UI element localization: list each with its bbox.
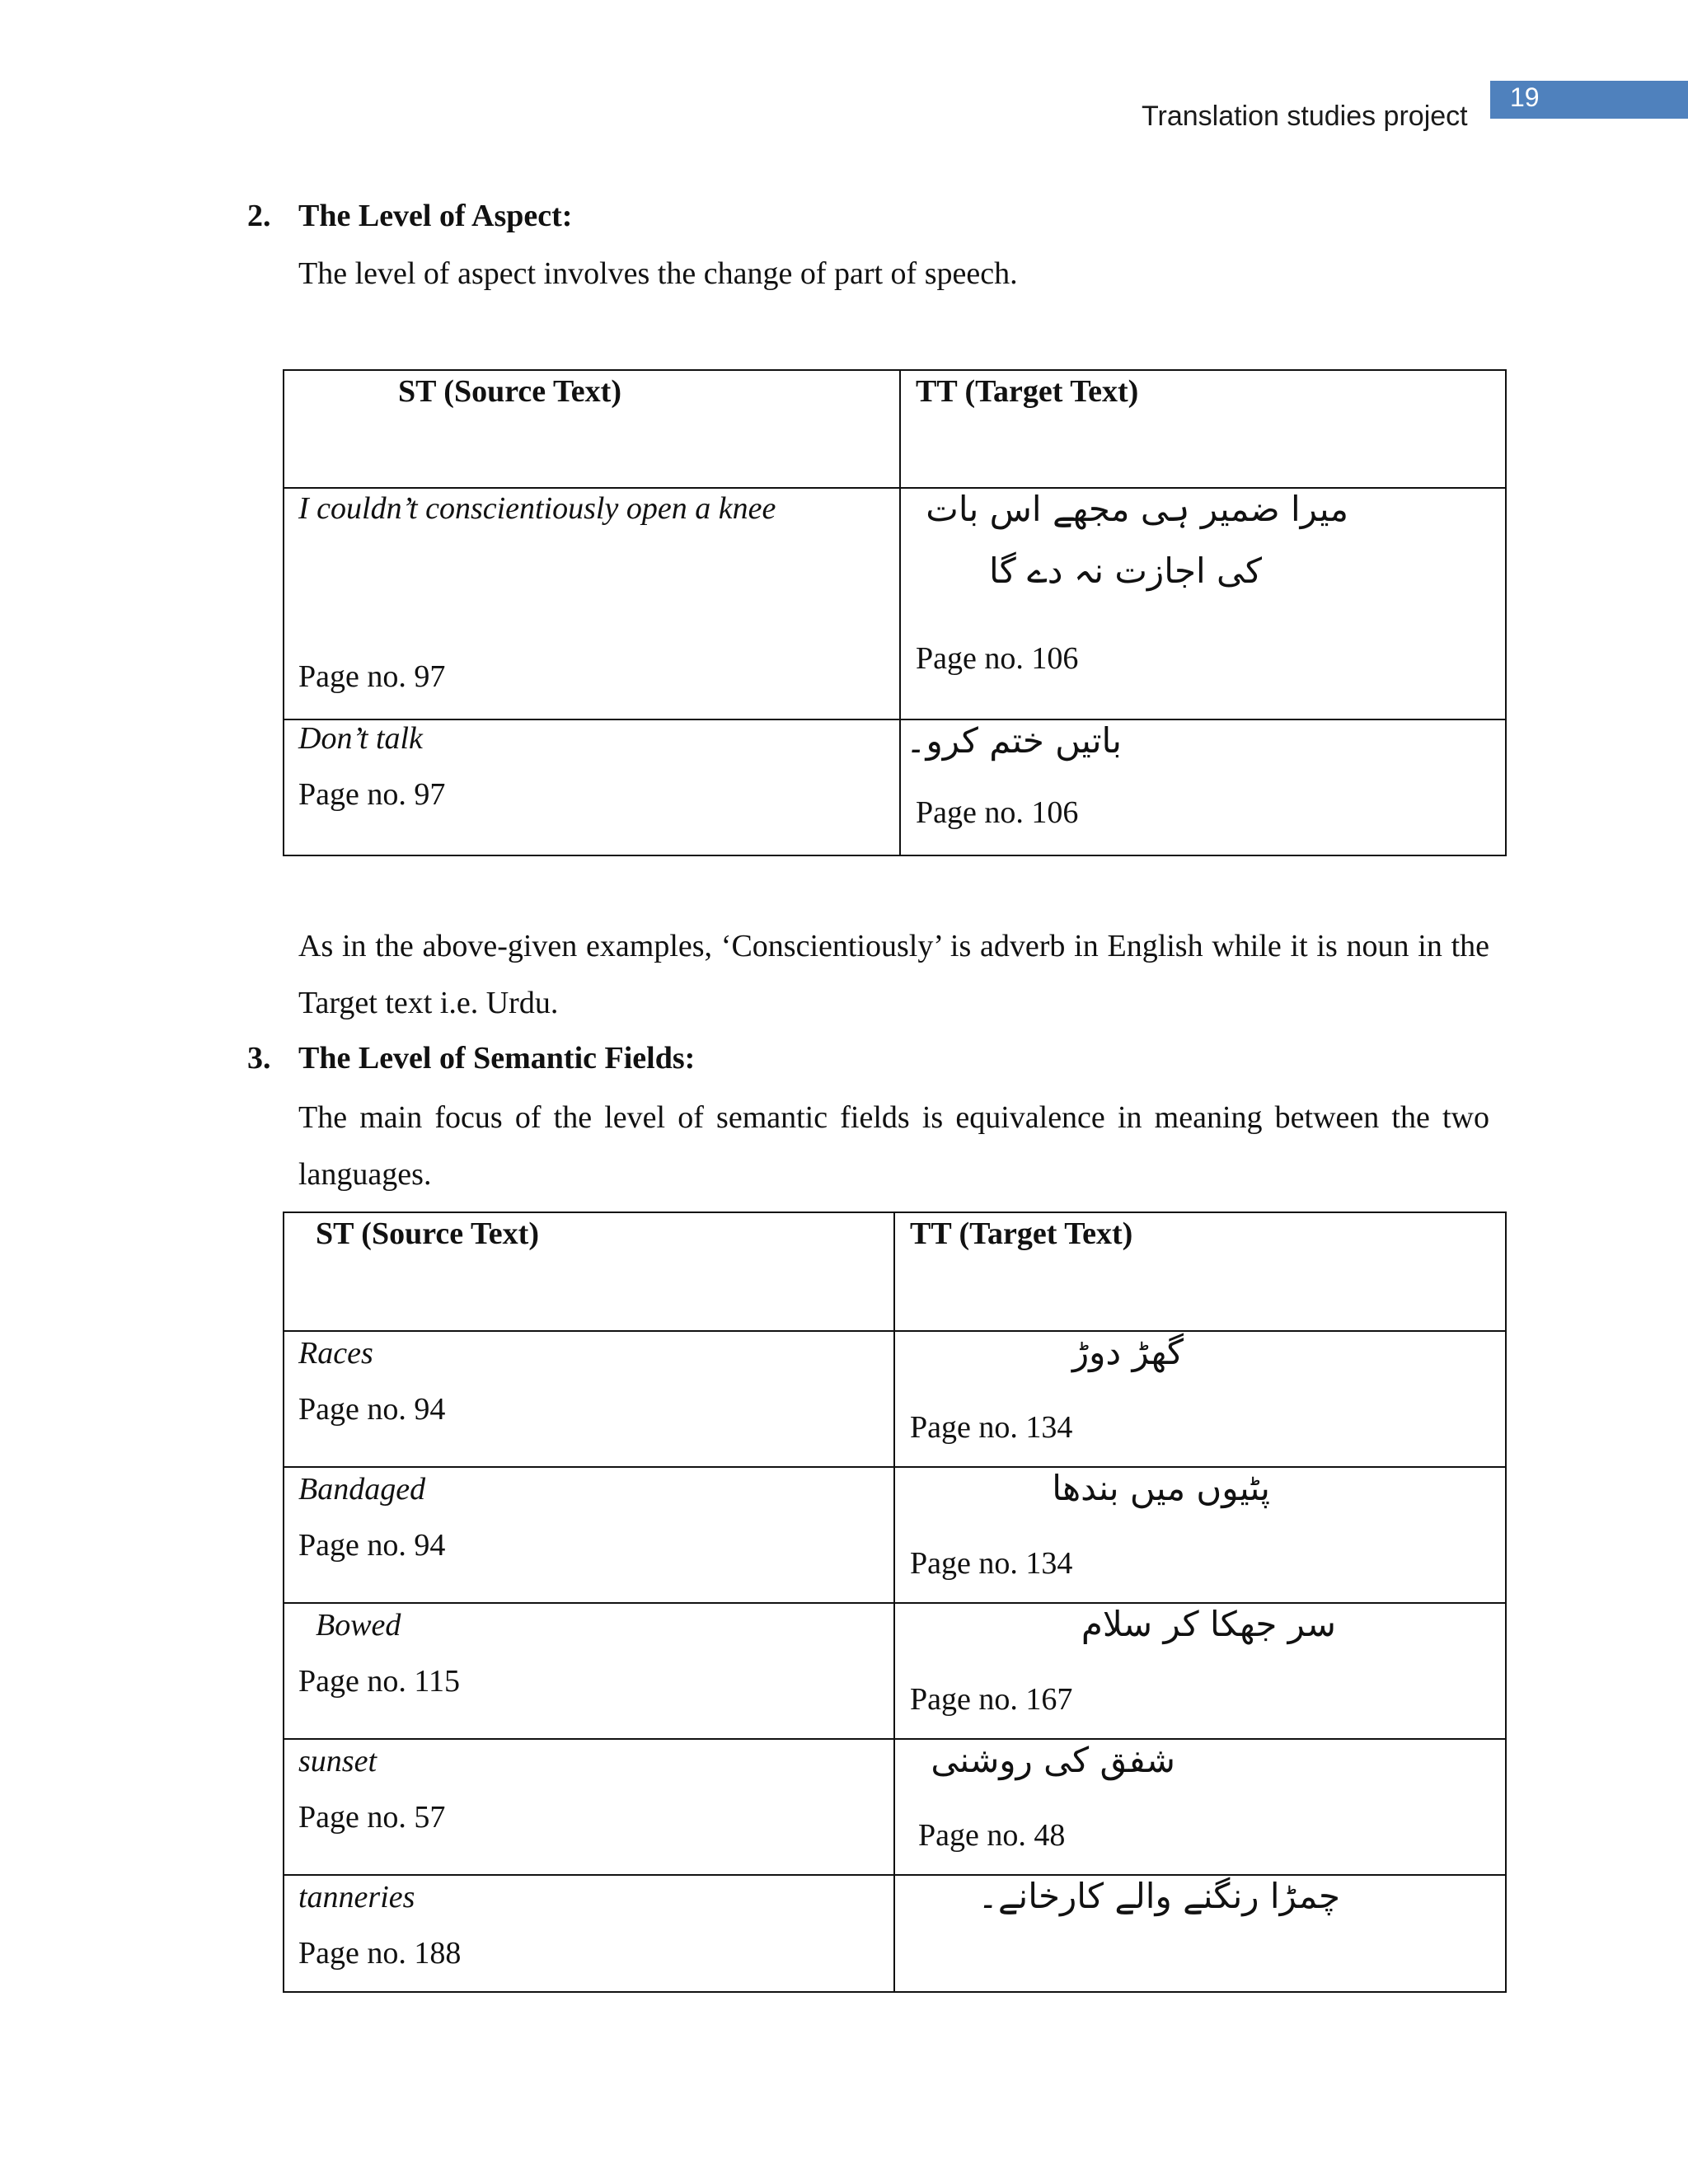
tt-page: Page no. 106 xyxy=(916,795,1079,830)
tt-text: شفق کی روشنی xyxy=(931,1740,1175,1780)
section-2-title: The Level of Aspect: xyxy=(298,199,573,233)
tt-cell xyxy=(894,1875,1506,1992)
st-text: Bandaged xyxy=(298,1472,426,1507)
table-header-cell xyxy=(900,370,1506,488)
st-page: Page no. 57 xyxy=(298,1800,446,1835)
tt-text: گھڑ دوڑ xyxy=(1071,1332,1184,1372)
table-row xyxy=(284,488,1506,719)
st-text: I couldn’t conscientiously open a knee xyxy=(298,491,776,526)
st-page: Page no. 188 xyxy=(298,1936,462,1971)
running-header: Translation studies project xyxy=(1142,101,1468,132)
page-number-badge xyxy=(1490,81,1688,119)
table-row xyxy=(284,719,1506,855)
tt-cell xyxy=(894,1331,1506,1467)
st-page: Page no. 97 xyxy=(298,659,446,694)
st-text: Don’t talk xyxy=(298,721,423,756)
st-text: Races xyxy=(298,1336,373,1371)
table-row xyxy=(284,1875,1506,1992)
tt-cell xyxy=(894,1603,1506,1739)
section-3-number: 3. xyxy=(247,1041,271,1076)
st-cell xyxy=(284,488,900,719)
tt-page: Page no. 134 xyxy=(910,1546,1073,1581)
table-row xyxy=(284,1331,1506,1467)
col-tt-header: TT (Target Text) xyxy=(910,1216,1133,1251)
st-page: Page no. 115 xyxy=(298,1664,460,1699)
tt-cell xyxy=(894,1739,1506,1875)
tt-text: پٹیوں میں بندھا xyxy=(1052,1468,1270,1508)
tt-cell xyxy=(894,1467,1506,1603)
aspect-table xyxy=(283,369,1507,856)
tt-cell xyxy=(900,488,1506,719)
section-2-note: As in the above-given examples, ‘Conscientiously’ is adverb in English while it is noun in the Target text i.e. Urdu. xyxy=(298,929,1489,1020)
st-text: tanneries xyxy=(298,1880,415,1915)
tt-text: باتیں ختم کرو۔ xyxy=(905,720,1122,761)
st-page: Page no. 97 xyxy=(298,777,446,812)
table-header-row xyxy=(284,1212,1506,1331)
st-text: sunset xyxy=(298,1744,377,1779)
table-row xyxy=(284,1603,1506,1739)
table-row xyxy=(284,1739,1506,1875)
table-header-cell xyxy=(284,1212,894,1331)
tt-page: Page no. 106 xyxy=(916,641,1079,676)
st-cell xyxy=(284,1875,894,1992)
col-tt-header: TT (Target Text) xyxy=(916,374,1139,409)
tt-text-line-2: کی اجازت نہ دے گا xyxy=(988,551,1262,591)
section-2-number: 2. xyxy=(247,199,271,233)
tt-cell xyxy=(900,719,1506,855)
table-header-cell xyxy=(284,370,900,488)
st-cell xyxy=(284,1331,894,1467)
st-cell xyxy=(284,719,900,855)
tt-text-line-1: میرا ضمیر ہی مجھے اس بات xyxy=(926,489,1348,529)
st-page: Page no. 94 xyxy=(298,1392,446,1427)
st-cell xyxy=(284,1603,894,1739)
st-cell xyxy=(284,1467,894,1603)
table-row xyxy=(284,1467,1506,1603)
section-3-title: The Level of Semantic Fields: xyxy=(298,1041,696,1076)
page-number: 19 xyxy=(1510,82,1540,112)
st-text: Bowed xyxy=(316,1608,401,1643)
st-page: Page no. 94 xyxy=(298,1528,446,1563)
col-st-header: ST (Source Text) xyxy=(398,374,621,409)
section-3-intro: The main focus of the level of semantic fields is equivalence in meaning between the two languages. xyxy=(298,1100,1489,1192)
tt-page: Page no. 48 xyxy=(918,1818,1066,1853)
st-cell xyxy=(284,1739,894,1875)
tt-text: چمڑا رنگنے والے کارخانے۔ xyxy=(978,1876,1340,1916)
tt-page: Page no. 167 xyxy=(910,1682,1073,1717)
table-header-row xyxy=(284,370,1506,488)
col-st-header: ST (Source Text) xyxy=(316,1216,539,1251)
tt-text: سر جھکا کر سلام xyxy=(1081,1604,1336,1644)
semantic-fields-table xyxy=(283,1212,1507,1993)
table-header-cell xyxy=(894,1212,1506,1331)
tt-page: Page no. 134 xyxy=(910,1410,1073,1445)
section-2-intro: The level of aspect involves the change of part of speech. xyxy=(298,256,1018,291)
